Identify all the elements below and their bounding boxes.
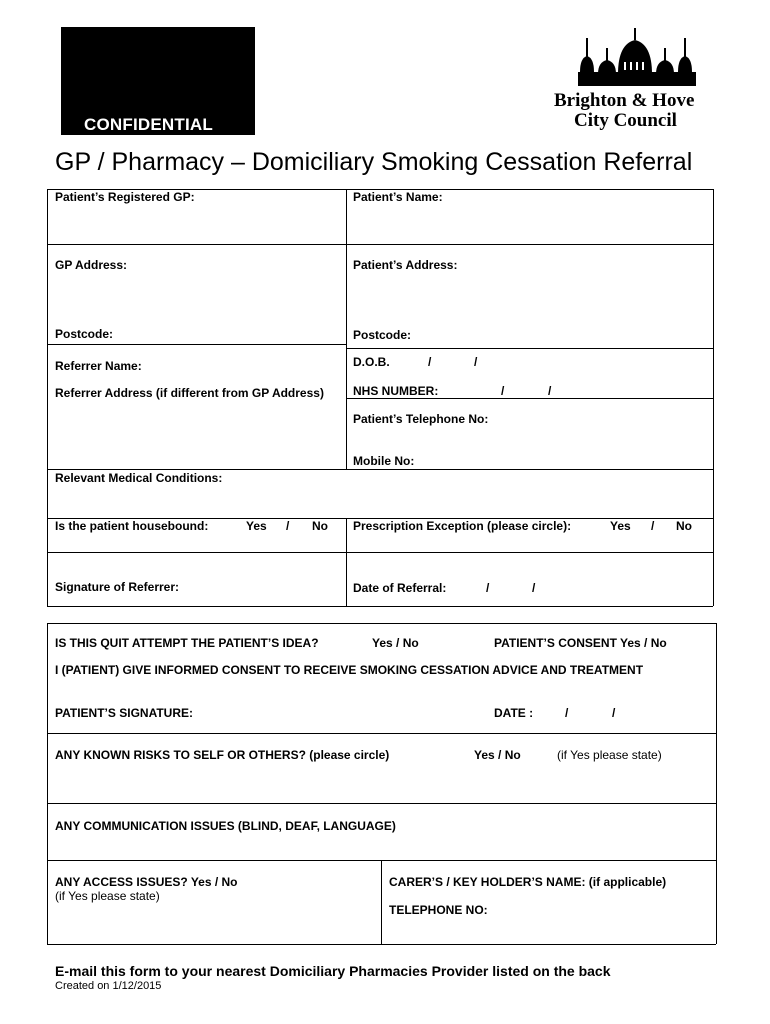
housebound-label: Is the patient housebound: bbox=[55, 519, 209, 533]
form1-border-bottom bbox=[47, 606, 713, 607]
referrer-signature-label: Signature of Referrer: bbox=[55, 580, 180, 594]
patient-signature-label: PATIENT’S SIGNATURE: bbox=[55, 706, 193, 720]
form2-divider bbox=[381, 860, 382, 944]
form2-border-left bbox=[47, 623, 48, 944]
referral-date-separator: / bbox=[486, 581, 490, 595]
carer-name-label: CARER’S / KEY HOLDER’S NAME: (if applicable) bbox=[389, 875, 667, 889]
registered-gp-label: Patient’s Registered GP: bbox=[55, 190, 195, 204]
patient-postcode-label: Postcode: bbox=[353, 328, 412, 342]
email-instructions: E-mail this form to your nearest Domiciliary Pharmacies Provider listed on the back bbox=[55, 963, 611, 979]
communication-issues-label: ANY COMMUNICATION ISSUES (BLIND, DEAF, LANGUAGE) bbox=[55, 819, 396, 833]
housebound-no-option[interactable]: No bbox=[312, 519, 328, 533]
nhs-separator: / bbox=[548, 384, 552, 398]
patient-address-label: Patient’s Address: bbox=[353, 258, 458, 272]
row-divider bbox=[47, 733, 716, 734]
form1-border-right bbox=[713, 189, 714, 606]
quit-idea-label: IS THIS QUIT ATTEMPT THE PATIENT’S IDEA? bbox=[55, 636, 319, 650]
form2-border-right bbox=[716, 623, 717, 944]
referrer-address-label: Referrer Address (if different from GP Address) bbox=[55, 386, 324, 400]
form1-border-left bbox=[47, 189, 48, 606]
gp-address-label: GP Address: bbox=[55, 258, 128, 272]
council-logo bbox=[548, 28, 718, 132]
consent-date-separator: / bbox=[612, 706, 616, 720]
page-title: GP / Pharmacy – Domiciliary Smoking Cessation Referral bbox=[55, 148, 693, 176]
prescription-yes-option[interactable]: Yes bbox=[610, 519, 631, 533]
prescription-separator: / bbox=[651, 519, 655, 533]
pavilion-icon bbox=[572, 28, 702, 90]
informed-consent-statement: I (PATIENT) GIVE INFORMED CONSENT TO RECEIVE SMOKING CESSATION ADVICE AND TREATMENT bbox=[55, 663, 644, 677]
consent-date-label: DATE : bbox=[494, 706, 534, 720]
dob-separator: / bbox=[428, 355, 432, 369]
form2-border-top bbox=[47, 623, 716, 624]
telephone-label: TELEPHONE NO: bbox=[389, 903, 488, 917]
nhs-separator: / bbox=[501, 384, 505, 398]
dob-separator: / bbox=[474, 355, 478, 369]
housebound-yes-option[interactable]: Yes bbox=[246, 519, 267, 533]
known-risks-label: ANY KNOWN RISKS TO SELF OR OTHERS? (please circle) bbox=[55, 748, 390, 762]
prescription-exception-label: Prescription Exception (please circle): bbox=[353, 519, 572, 533]
row-divider bbox=[47, 469, 713, 470]
patient-name-label: Patient’s Name: bbox=[353, 190, 443, 204]
logo-text-line1: Brighton & Hove bbox=[554, 90, 695, 111]
form2-border-bottom bbox=[47, 944, 716, 945]
access-issues-label[interactable]: ANY ACCESS ISSUES? Yes / No bbox=[55, 875, 238, 889]
housebound-separator: / bbox=[286, 519, 290, 533]
row-divider bbox=[47, 803, 716, 804]
referral-date-label: Date of Referral: bbox=[353, 581, 447, 595]
known-risks-options[interactable]: Yes / No bbox=[474, 748, 521, 762]
dob-label: D.O.B. bbox=[353, 355, 390, 369]
form1-divider-upper bbox=[346, 189, 347, 469]
row-divider bbox=[47, 344, 346, 345]
nhs-number-label: NHS NUMBER: bbox=[353, 384, 439, 398]
consent-date-separator: / bbox=[565, 706, 569, 720]
patient-telephone-label: Patient’s Telephone No: bbox=[353, 412, 489, 426]
row-divider bbox=[47, 552, 713, 553]
form1-divider-lower bbox=[346, 518, 347, 606]
row-divider bbox=[346, 398, 713, 399]
medical-conditions-label: Relevant Medical Conditions: bbox=[55, 471, 223, 485]
prescription-no-option[interactable]: No bbox=[676, 519, 692, 533]
logo-text-line2: City Council bbox=[574, 110, 677, 131]
mobile-label: Mobile No: bbox=[353, 454, 415, 468]
referrer-name-label: Referrer Name: bbox=[55, 359, 142, 373]
quit-idea-options[interactable]: Yes / No bbox=[372, 636, 419, 650]
row-divider bbox=[346, 348, 713, 349]
known-risks-note: (if Yes please state) bbox=[557, 748, 662, 762]
confidential-label: CONFIDENTIAL bbox=[84, 115, 213, 134]
created-date: Created on 1/12/2015 bbox=[55, 980, 162, 992]
gp-postcode-label: Postcode: bbox=[55, 327, 114, 341]
referral-date-separator: / bbox=[532, 581, 536, 595]
patient-consent-label[interactable]: PATIENT’S CONSENT Yes / No bbox=[494, 636, 667, 650]
row-divider bbox=[47, 244, 713, 245]
access-issues-note: (if Yes please state) bbox=[55, 889, 160, 903]
